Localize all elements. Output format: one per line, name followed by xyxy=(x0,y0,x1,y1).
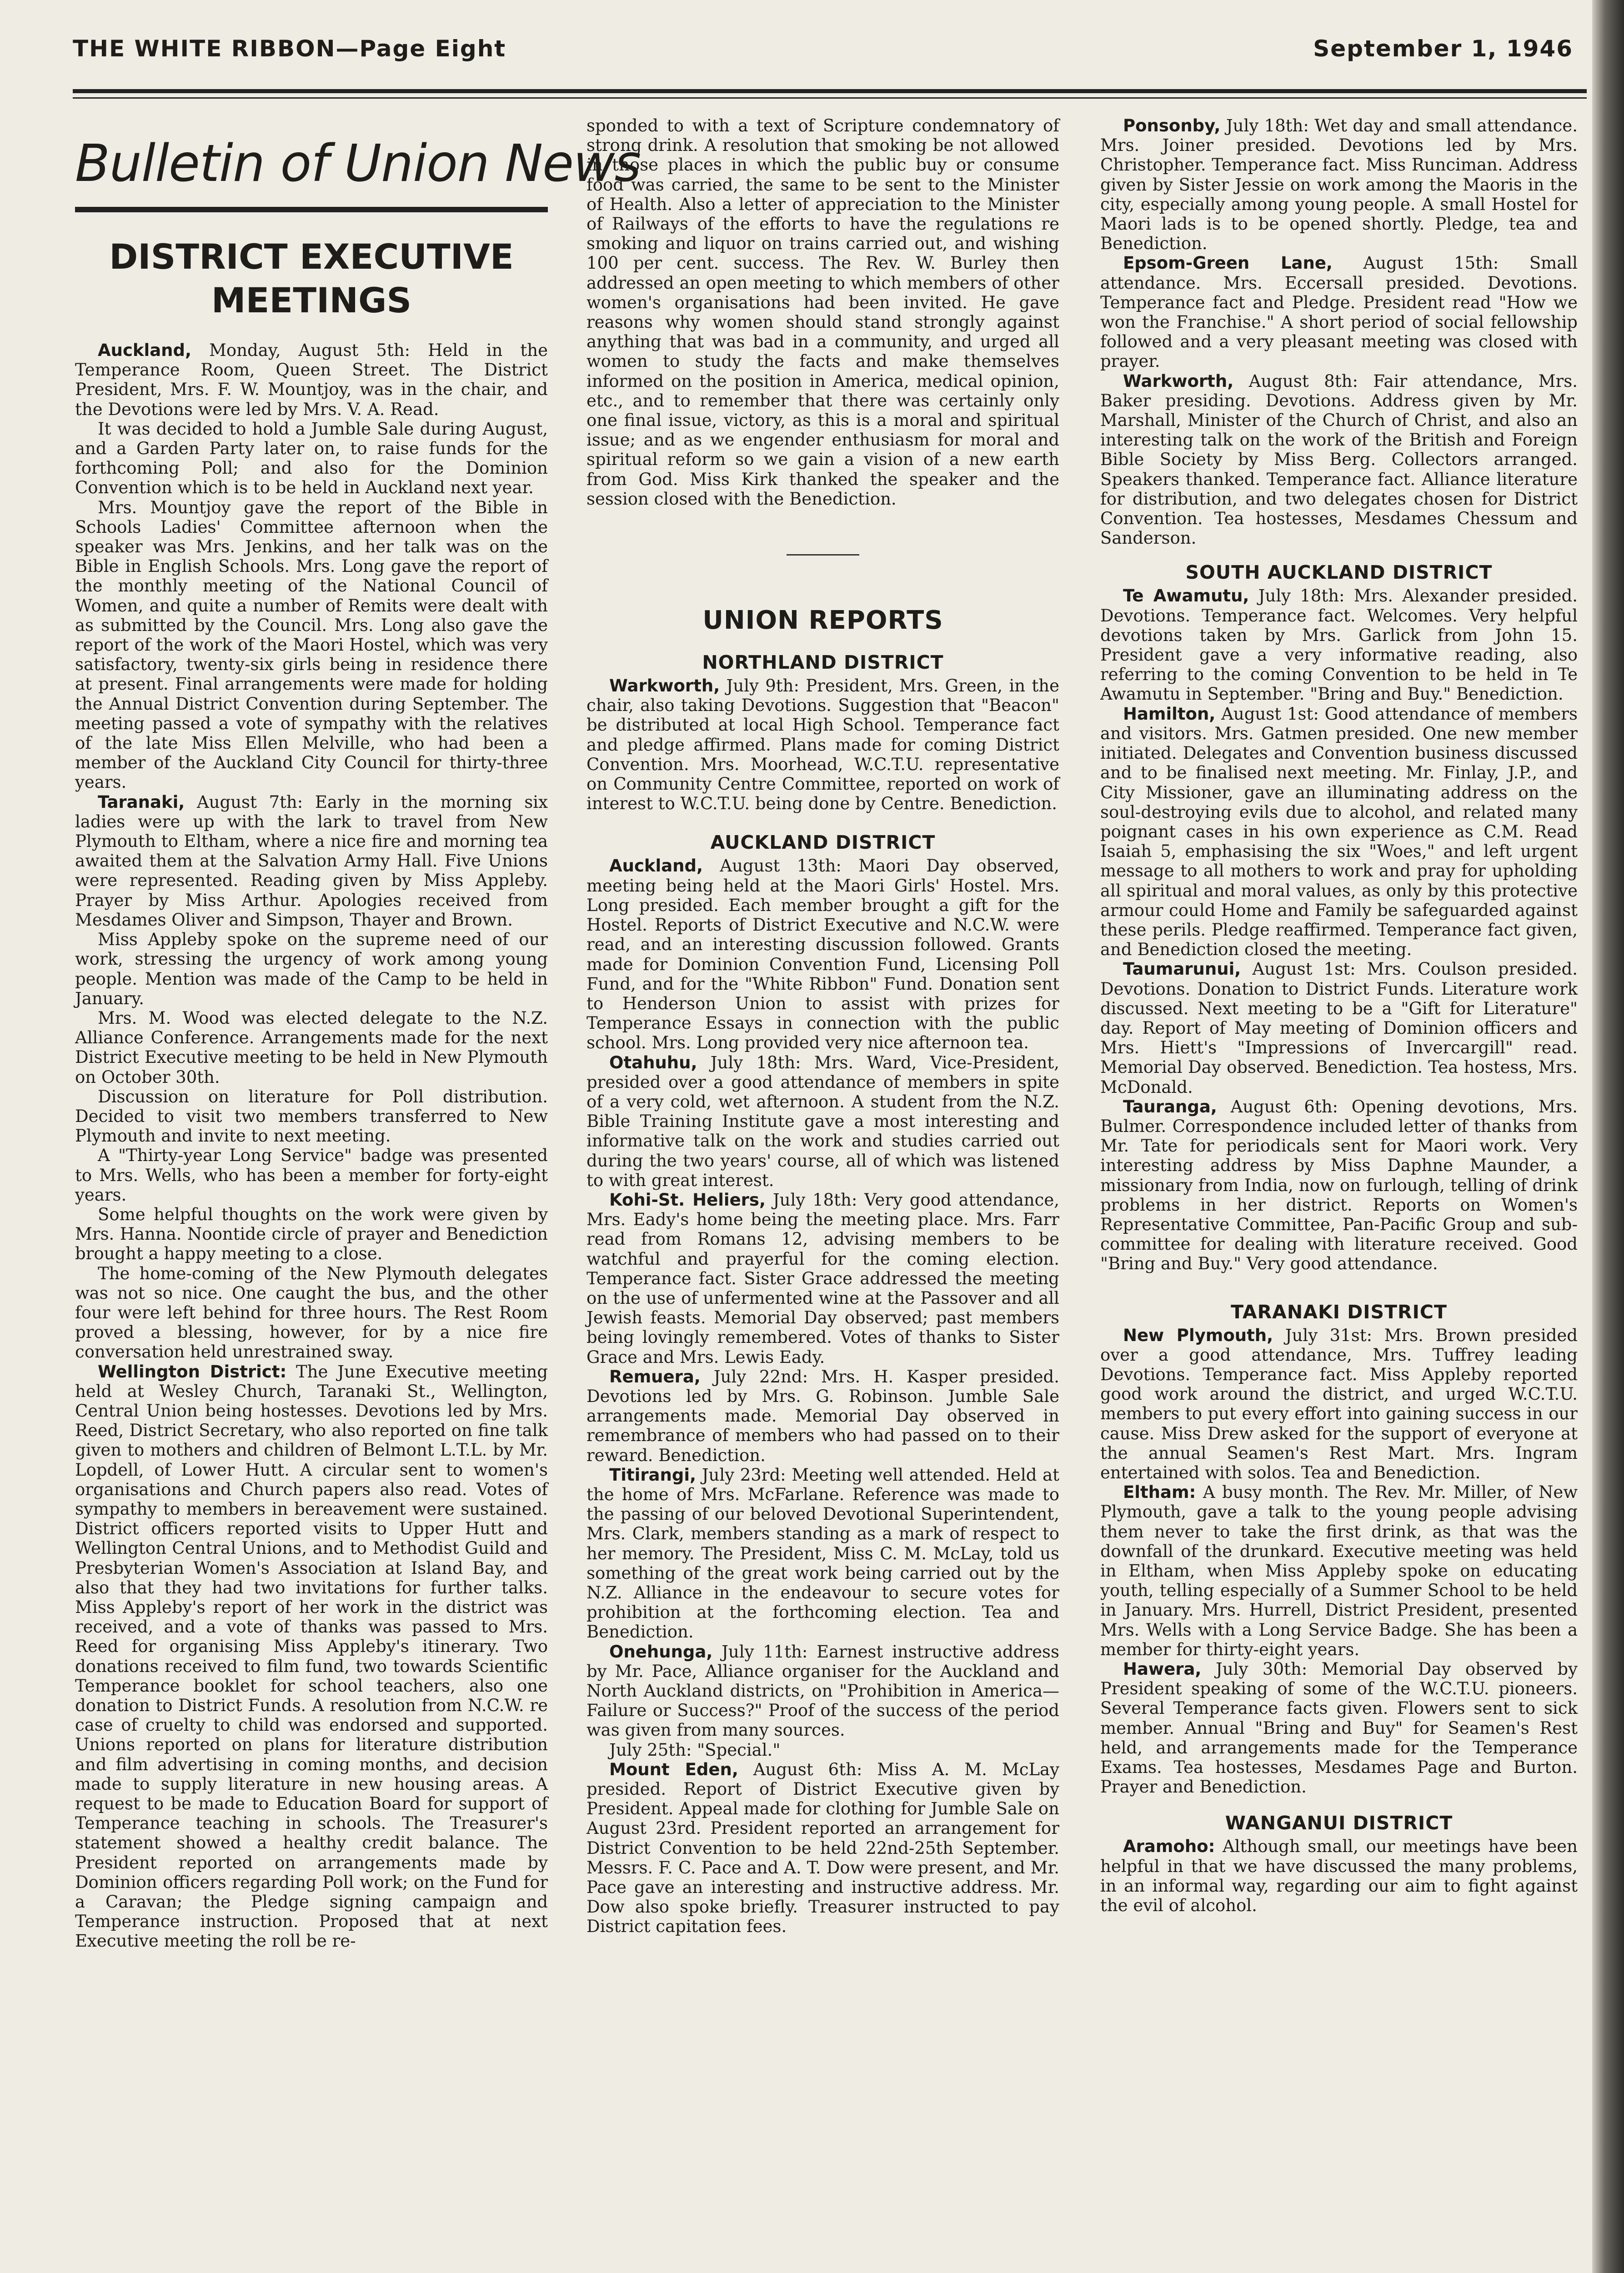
auckland-district-title: AUCKLAND DISTRICT xyxy=(710,831,936,854)
report-text: Although small, our meetings have been helpful in that we have discussed the many problems, in an informal way, regarding our aim to fight against the evil of alcohol. xyxy=(1100,1837,1578,1916)
report-paragraph xyxy=(1100,1837,1578,1915)
report-paragraph xyxy=(75,498,548,792)
report-lead: Wellington District: xyxy=(98,1362,287,1382)
report-paragraph xyxy=(75,1362,548,1951)
report-text: August 1st: Mrs. Coulson presided. Devotions. Donation to District Funds. Literature work discussed. Next meeting to be a "Gift for Literature" day. Report of May meeting of Dominion officers and Mrs. Hiett's "Impressions of Invercargill" read. Memorial Day observed. Benediction. Tea hostess, Mrs. McDonald. xyxy=(1100,959,1578,1097)
report-paragraph xyxy=(1100,1097,1578,1274)
report-text: A "Thirty-year Long Service" badge was presented to Mrs. Wells, who has been a member for forty-eight years. xyxy=(75,1146,548,1205)
report-paragraph xyxy=(586,676,1059,813)
report-lead: Otahuhu, xyxy=(609,1052,697,1072)
taranaki-reports xyxy=(1100,1326,1578,1797)
issue-date: September 1, 1946 xyxy=(1313,35,1573,62)
report-lead: Taumarunui, xyxy=(1123,959,1241,979)
report-paragraph xyxy=(1100,1482,1578,1659)
wanganui-reports xyxy=(1100,1837,1578,1915)
report-text: August 7th: Early in the morning six ladies were up with the lark to travel from New Plymouth to Eltham, where a nice fire and morning tea awaited them at the Salvation Army Hall. Five Unions were represented. Reading given by Miss Appleby. Prayer by Miss Arthur. Apologies received from Mesdames Oliver and Simpson, Thayer and Brown. xyxy=(75,792,548,930)
report-paragraph xyxy=(586,1642,1059,1740)
auckland-reports-continued xyxy=(1100,116,1578,548)
report-lead: Eltham: xyxy=(1123,1482,1196,1502)
report-paragraph xyxy=(1100,253,1578,371)
report-paragraph xyxy=(586,1053,1059,1190)
column-1 xyxy=(75,116,641,2273)
report-text: Discussion on literature for Poll distribution. Decided to visit two members transferred to New Plymouth and invite to next meeting. xyxy=(75,1086,548,1146)
report-text: The home-coming of the New Plymouth delegates was not so nice. One caught the bus, and the other four were left behind for three hours. The Rest Room proved a blessing, however, for by a nice fire conversation held unrestrained sway. xyxy=(75,1263,548,1362)
report-lead: Epsom-Green Lane, xyxy=(1123,253,1333,273)
report-text: Miss Appleby spoke on the supreme need of our work, stressing the urgency of work among young people. Mention was made of the Camp to be held in January. xyxy=(75,930,548,1008)
report-paragraph xyxy=(75,1087,548,1146)
northland-reports xyxy=(586,676,1059,813)
report-text: July 18th: Wet day and small attendance. Mrs. Joiner presided. Devotions led by Mrs. Christopher. Temperance fact. Miss Runciman. Address given by Sister Jessie on work among the Maoris in the city, especially among young people. A small Hostel for Maori lads is to be opened shortly. Pledge, tea and Benediction. xyxy=(1100,116,1578,254)
header-rule xyxy=(73,89,1587,93)
report-lead: Ponsonby, xyxy=(1123,116,1221,135)
report-text: July 9th: President, Mrs. Green, in the chair, also taking Devotions. Suggestion that "Beacon" be distributed at local High School. Temperance fact and pledge affirmed. Plans made for coming District Convention. Mrs. Moorhead, W.C.T.U. representative on Community Centre Committee, reported on work of interest to W.C.T.U. being done by Centre. Benediction. xyxy=(586,676,1059,814)
report-lead: Mount Eden, xyxy=(609,1759,738,1779)
report-text: August 15th: Small attendance. Mrs. Eccersall presided. Devotions. Temperance fact and Pledge. President read "How we won the Franchise." A short period of social fellowship followed and a very pleasant meeting was closed with prayer. xyxy=(1100,253,1578,371)
report-text: August 6th: Opening devotions, Mrs. Bulmer. Correspondence included letter of thanks from Mr. Tate for periodicals sent for Maori work. Very interesting address by Miss Daphne Maunder, a missionary from India, now on furlough, telling of drink problems in her district. Reports on Women's Representative Committee, Pan-Pacific Group and sub-committee for dealing with literature received. Good "Bring and Buy." Very good attendance. xyxy=(1100,1096,1578,1274)
report-paragraph xyxy=(586,856,1059,1052)
report-text: Mrs. Mountjoy gave the report of the Bible in Schools Ladies' Committee afternoon when the speaker was Mrs. Jenkins, and her talk was on the Bible in English Schools. Mrs. Long gave the report of the monthly meeting of the National Council of Women, and quite a number of Remits were dealt with as submitted by the Council. Mrs. Long also gave the report of the work of the Maori Hostel, which was very satisfactory, twenty-six girls being in residence there at present. Final arrangements were made for holding the Annual District Convention during September. The meeting passed a vote of sympathy with the relatives of the late Miss Ellen Melville, who had been a member of the Auckland City Council for thirty-three years. xyxy=(75,497,548,792)
report-text: July 30th: Memorial Day observed by President speaking of some of the W.C.T.U. pioneers. Several Temperance facts given. Flowers sent to sick member. Annual "Bring and Buy" for Seamen's Rest held, and arrangements made for the Temperance Exams. Tea hostesses, Mesdames Page and Burton. Prayer and Benediction. xyxy=(1100,1659,1578,1797)
report-text: July 18th: Mrs. Alexander presided. Devotions. Temperance fact. Welcomes. Very helpful devotions taken by Mrs. Garlick from John 15. President gave a very informative reading, also referring to the coming Convention to be held in Te Awamutu in September. "Bring and Buy." Benediction. xyxy=(1100,586,1578,704)
page-binding-edge xyxy=(1592,0,1624,2273)
report-text: July 31st: Mrs. Brown presided over a good attendance, Mrs. Tuffrey leading Devotions. Temperance fact. Miss Appleby reported good work around the district, and urged W.C.T.U. members to put every effort into gaining success in our cause. Miss Drew asked for the support of everyone at the annual Seamen's Rest Mart. Mrs. Ingram entertained with solos. Tea and Benediction. xyxy=(1100,1325,1578,1482)
report-paragraph xyxy=(75,792,548,930)
report-paragraph xyxy=(1100,371,1578,548)
report-lead: Aramoho: xyxy=(1123,1837,1215,1857)
northland-district-title: NORTHLAND DISTRICT xyxy=(702,651,944,674)
report-text: A busy month. The Rev. Mr. Miller, of New Plymouth, gave a talk to the young people advising them never to take the first drink, as that was the downfall of the drunkard. Executive meeting was held in Eltham, when Miss Appleby spoke on educating youth, telling especially of a Summer School to be held in January. Mrs. Hurrell, District President, presented Mrs. Wells with a Long Service Badge. She has been a member for thirty-eight years. xyxy=(1100,1482,1578,1659)
report-paragraph xyxy=(75,1264,548,1362)
report-lead: Warkworth, xyxy=(1123,371,1234,391)
report-lead: Taranaki, xyxy=(98,792,185,812)
report-text: The June Executive meeting held at Wesley Church, Taranaki St., Wellington, Central Union being hostesses. Devotions led by Mrs. Reed, District Secretary, who also reported on fine talk given to mothers and children of Belmont L.T.L. by Mr. Lopdell, of Lower Hutt. A circular sent to women's organisations and Church papers also read. Votes of sympathy to members in bereavement were sustained. District officers reported visits to Upper Hutt and Wellington Central Unions, and to Methodist Guild and Presbyterian Women's Association at Island Bay, and also that they had two invitations for further talks. Miss Appleby's report of her work in the district was received, and a vote of thanks was passed to Mrs. Reed for organising Miss Appleby's itinerary. Two donations received to film fund, two towards Scientific Temperance booklet for school teachers, also one donation to District Funds. A resolution from N.C.W. re case of cruelty to child was endorsed and supported. Unions reported on plans for literature distribution and film advertising in coming months, and decision made to supply literature in new housing areas. A request to be made to Education Board for support of Temperance teaching in schools. The Treasurer's statement showed a healthy credit balance. The President reported on arrangements made by Dominion officers regarding Poll work; on the Fund for a Caravan; the Pledge signing campaign and Temperance instruction. Proposed that at next Executive meeting the roll be re- xyxy=(75,1362,548,1951)
page-header xyxy=(73,35,1573,63)
report-text: Some helpful thoughts on the work were given by Mrs. Hanna. Noontide circle of prayer and Benediction brought a happy meeting to a close. xyxy=(75,1204,548,1264)
union-reports-title: UNION REPORTS xyxy=(702,606,943,636)
report-text: July 18th: Very good attendance, Mrs. Eady's home being the meeting place. Mrs. Farr read from Romans 12, advising members to be watchful and prayerful for the coming election. Temperance fact. Sister Grace addressed the meeting on the use of unfermented wine at the Passover and all Jewish feasts. Memorial Day observed; past members being lovingly remembered. Votes of thanks to Sister Grace and Mrs. Lewis Eady. xyxy=(586,1190,1059,1367)
wanganui-district-title: WANGANUI DISTRICT xyxy=(1225,1812,1453,1834)
report-lead: New Plymouth, xyxy=(1123,1325,1273,1345)
report-paragraph xyxy=(1100,1659,1578,1797)
headline-line-2: MEETINGS xyxy=(211,280,412,320)
south-auckland-district-title: SOUTH AUCKLAND DISTRICT xyxy=(1185,561,1493,584)
headline xyxy=(75,235,548,322)
report-paragraph xyxy=(586,1465,1059,1642)
executive-meetings-body xyxy=(75,340,548,1951)
report-text: Monday, August 5th: Held in the Temperance Room, Queen Street. The District President, Mrs. F. W. Mountjoy, was in the chair, and the Devotions were led by Mrs. V. A. Read. xyxy=(75,340,548,419)
report-text: July 23rd: Meeting well attended. Held at the home of Mrs. McFarlane. Reference was made to the passing of our beloved Devotional Superintendent, Mrs. Clark, members standing as a mark of respect to her memory. The President, Miss C. M. McLay, told us something of the great work being carried out by the N.Z. Alliance in the endeavour to secure votes for prohibition at the forthcoming election. Tea and Benediction. xyxy=(586,1465,1059,1642)
report-paragraph xyxy=(1100,116,1578,253)
report-lead: Warkworth, xyxy=(609,676,720,696)
report-paragraph xyxy=(1100,959,1578,1096)
report-paragraph xyxy=(1100,1326,1578,1483)
report-paragraph xyxy=(75,419,548,498)
title-rule xyxy=(75,207,548,212)
report-paragraph xyxy=(586,1760,1059,1937)
report-lead: Hamilton, xyxy=(1123,704,1216,724)
column-2 xyxy=(586,116,1059,2273)
report-paragraph xyxy=(75,340,548,419)
headline-line-1: DISTRICT EXECUTIVE xyxy=(109,236,514,277)
report-text: July 18th: Mrs. Ward, Vice-President, presided over a good attendance of members in spite of a very cold, wet afternoon. A student from the N.Z. Bible Training Institute gave a most interesting and informative talk on the work and studies carried out during the two years' course, all of which was listened to with great interest. xyxy=(586,1052,1059,1190)
report-text: July 25th: "Special." xyxy=(609,1740,781,1760)
executive-continuation: sponded to with a text of Scripture condemnatory of strong drink. A resolution that smoking be not allowed in those places in which the public buy or consume food was carried, the same to be sent to the Minister of Health. Also a letter of appreciation to the Minister of Railways of the efforts to have the regulations re smoking and liquor on trains carried out, and wishing 100 per cent. success. The Rev. W. Burley then addressed an open meeting to which members of other women's organisations had been invited. He gave reasons why women should stand strongly against anything that was bad in a community, and urged all women to study the facts and make themselves informed on the position in America, medical opinion, etc., and to remember that there was certainly only one final issue, victory, as this is a moral and spiritual issue; and as we engender enthusiasm for moral and spiritual reform so we gain a vision of a new earth from God. Miss Kirk thanked the speaker and the session closed with the Benediction. xyxy=(586,116,1059,509)
report-text: August 1st: Good attendance of members and visitors. Mrs. Gatmen presided. One new member initiated. Delegates and Convention business discussed and to be finalised next meeting. Mr. Finlay, J.P., and City Missioner, gave an illuminating address on the soul-destroying evils due to alcohol, and related many poignant cases in his own experience as C.M. Read Isaiah 5, emphasising the six "Woes," and left urgent message to all mothers to work and pray for upholding all spiritual and moral values, as only by this protective armour could Home and Family be safeguarded against these perils. Pledge reaffirmed. Temperance fact given, and Benediction closed the meeting. xyxy=(1100,704,1578,960)
report-text: August 6th: Miss A. M. McLay presided. Report of District Executive given by President. Appeal made for clothing for Jumble Sale on August 23rd. President reported an arrangement for District Convention to be held 22nd-25th September. Messrs. F. C. Pace and A. T. Dow were present, and Mr. Pace gave an interesting and instructive address. Mr. Dow also spoke briefly. Treasurer instructed to pay District capitation fees. xyxy=(586,1759,1059,1937)
report-paragraph xyxy=(75,930,548,1008)
report-paragraph xyxy=(75,1146,548,1205)
report-paragraph xyxy=(1100,704,1578,960)
report-paragraph xyxy=(75,1008,548,1087)
report-lead: Kohi-St. Heliers, xyxy=(609,1190,766,1210)
report-text: It was decided to hold a Jumble Sale during August, and a Garden Party later on, to raise funds for the forthcoming Poll; and also for the Dominion Convention which is to be held in Auckland next year. xyxy=(75,419,548,498)
report-lead: Auckland, xyxy=(98,340,192,360)
south-auckland-reports xyxy=(1100,586,1578,1273)
report-paragraph xyxy=(586,1367,1059,1465)
taranaki-district-title: TARANAKI DISTRICT xyxy=(1231,1301,1447,1323)
report-lead: Tauranga, xyxy=(1123,1096,1217,1116)
report-paragraph xyxy=(586,1190,1059,1367)
section-separator xyxy=(787,554,859,556)
report-lead: Onehunga, xyxy=(609,1642,713,1662)
report-text: Mrs. M. Wood was elected delegate to the N.Z. Alliance Conference. Arrangements made for the next District Executive meeting to be held in New Plymouth on October 30th. xyxy=(75,1008,548,1087)
report-lead: Hawera, xyxy=(1123,1659,1202,1679)
report-paragraph xyxy=(75,1205,548,1264)
report-lead: Te Awamutu, xyxy=(1123,586,1249,606)
column-3 xyxy=(1100,116,1578,2273)
auckland-reports xyxy=(586,856,1059,1936)
report-text: July 22nd: Mrs. H. Kasper presided. Devotions led by Mrs. G. Robinson. Jumble Sale arrangements made. Memorial Day observed in remembrance of members who had passed on to their reward. Benediction. xyxy=(586,1367,1059,1465)
report-lead: Remuera, xyxy=(609,1367,701,1387)
report-text: July 11th: Earnest instructive address by Mr. Pace, Alliance organiser for the Auckland and North Auckland districts, on "Prohibition in America—Failure or Success?" Proof of the success of the period was given from many sources. xyxy=(586,1642,1059,1740)
report-paragraph xyxy=(586,1740,1059,1760)
report-text: August 8th: Fair attendance, Mrs. Baker presiding. Devotions. Address given by Mr. Marshall, Minister of the Church of Christ, and also an interesting talk on the work of the British and Foreign Bible Society by Miss Berg. Collectors arranged. Speakers thanked. Temperance fact. Alliance literature for distribution, and two delegates chosen for District Convention. Tea hostesses, Mesdames Chessum and Sanderson. xyxy=(1100,371,1578,548)
publication-title: THE WHITE RIBBON—Page Eight xyxy=(73,35,506,62)
header-rule-thin xyxy=(73,97,1587,99)
report-paragraph xyxy=(1100,586,1578,704)
bulletin-title: Bulletin of Union News xyxy=(75,134,641,193)
report-text: August 13th: Maori Day observed, meeting being held at the Maori Girls' Hostel. Mrs. Long presided. Each member brought a gift for the Hostel. Reports of District Executive and N.C.W. were read, and an interesting discussion followed. Grants made for Dominion Convention Fund, Licensing Poll Fund, and for the "White Ribbon" Fund. Donation sent to Henderson Union to assist with prizes for Temperance Essays in connection with the public school. Mrs. Long provided very nice afternoon tea. xyxy=(586,856,1059,1053)
report-lead: Titirangi, xyxy=(609,1465,697,1485)
report-lead: Auckland, xyxy=(609,856,703,876)
